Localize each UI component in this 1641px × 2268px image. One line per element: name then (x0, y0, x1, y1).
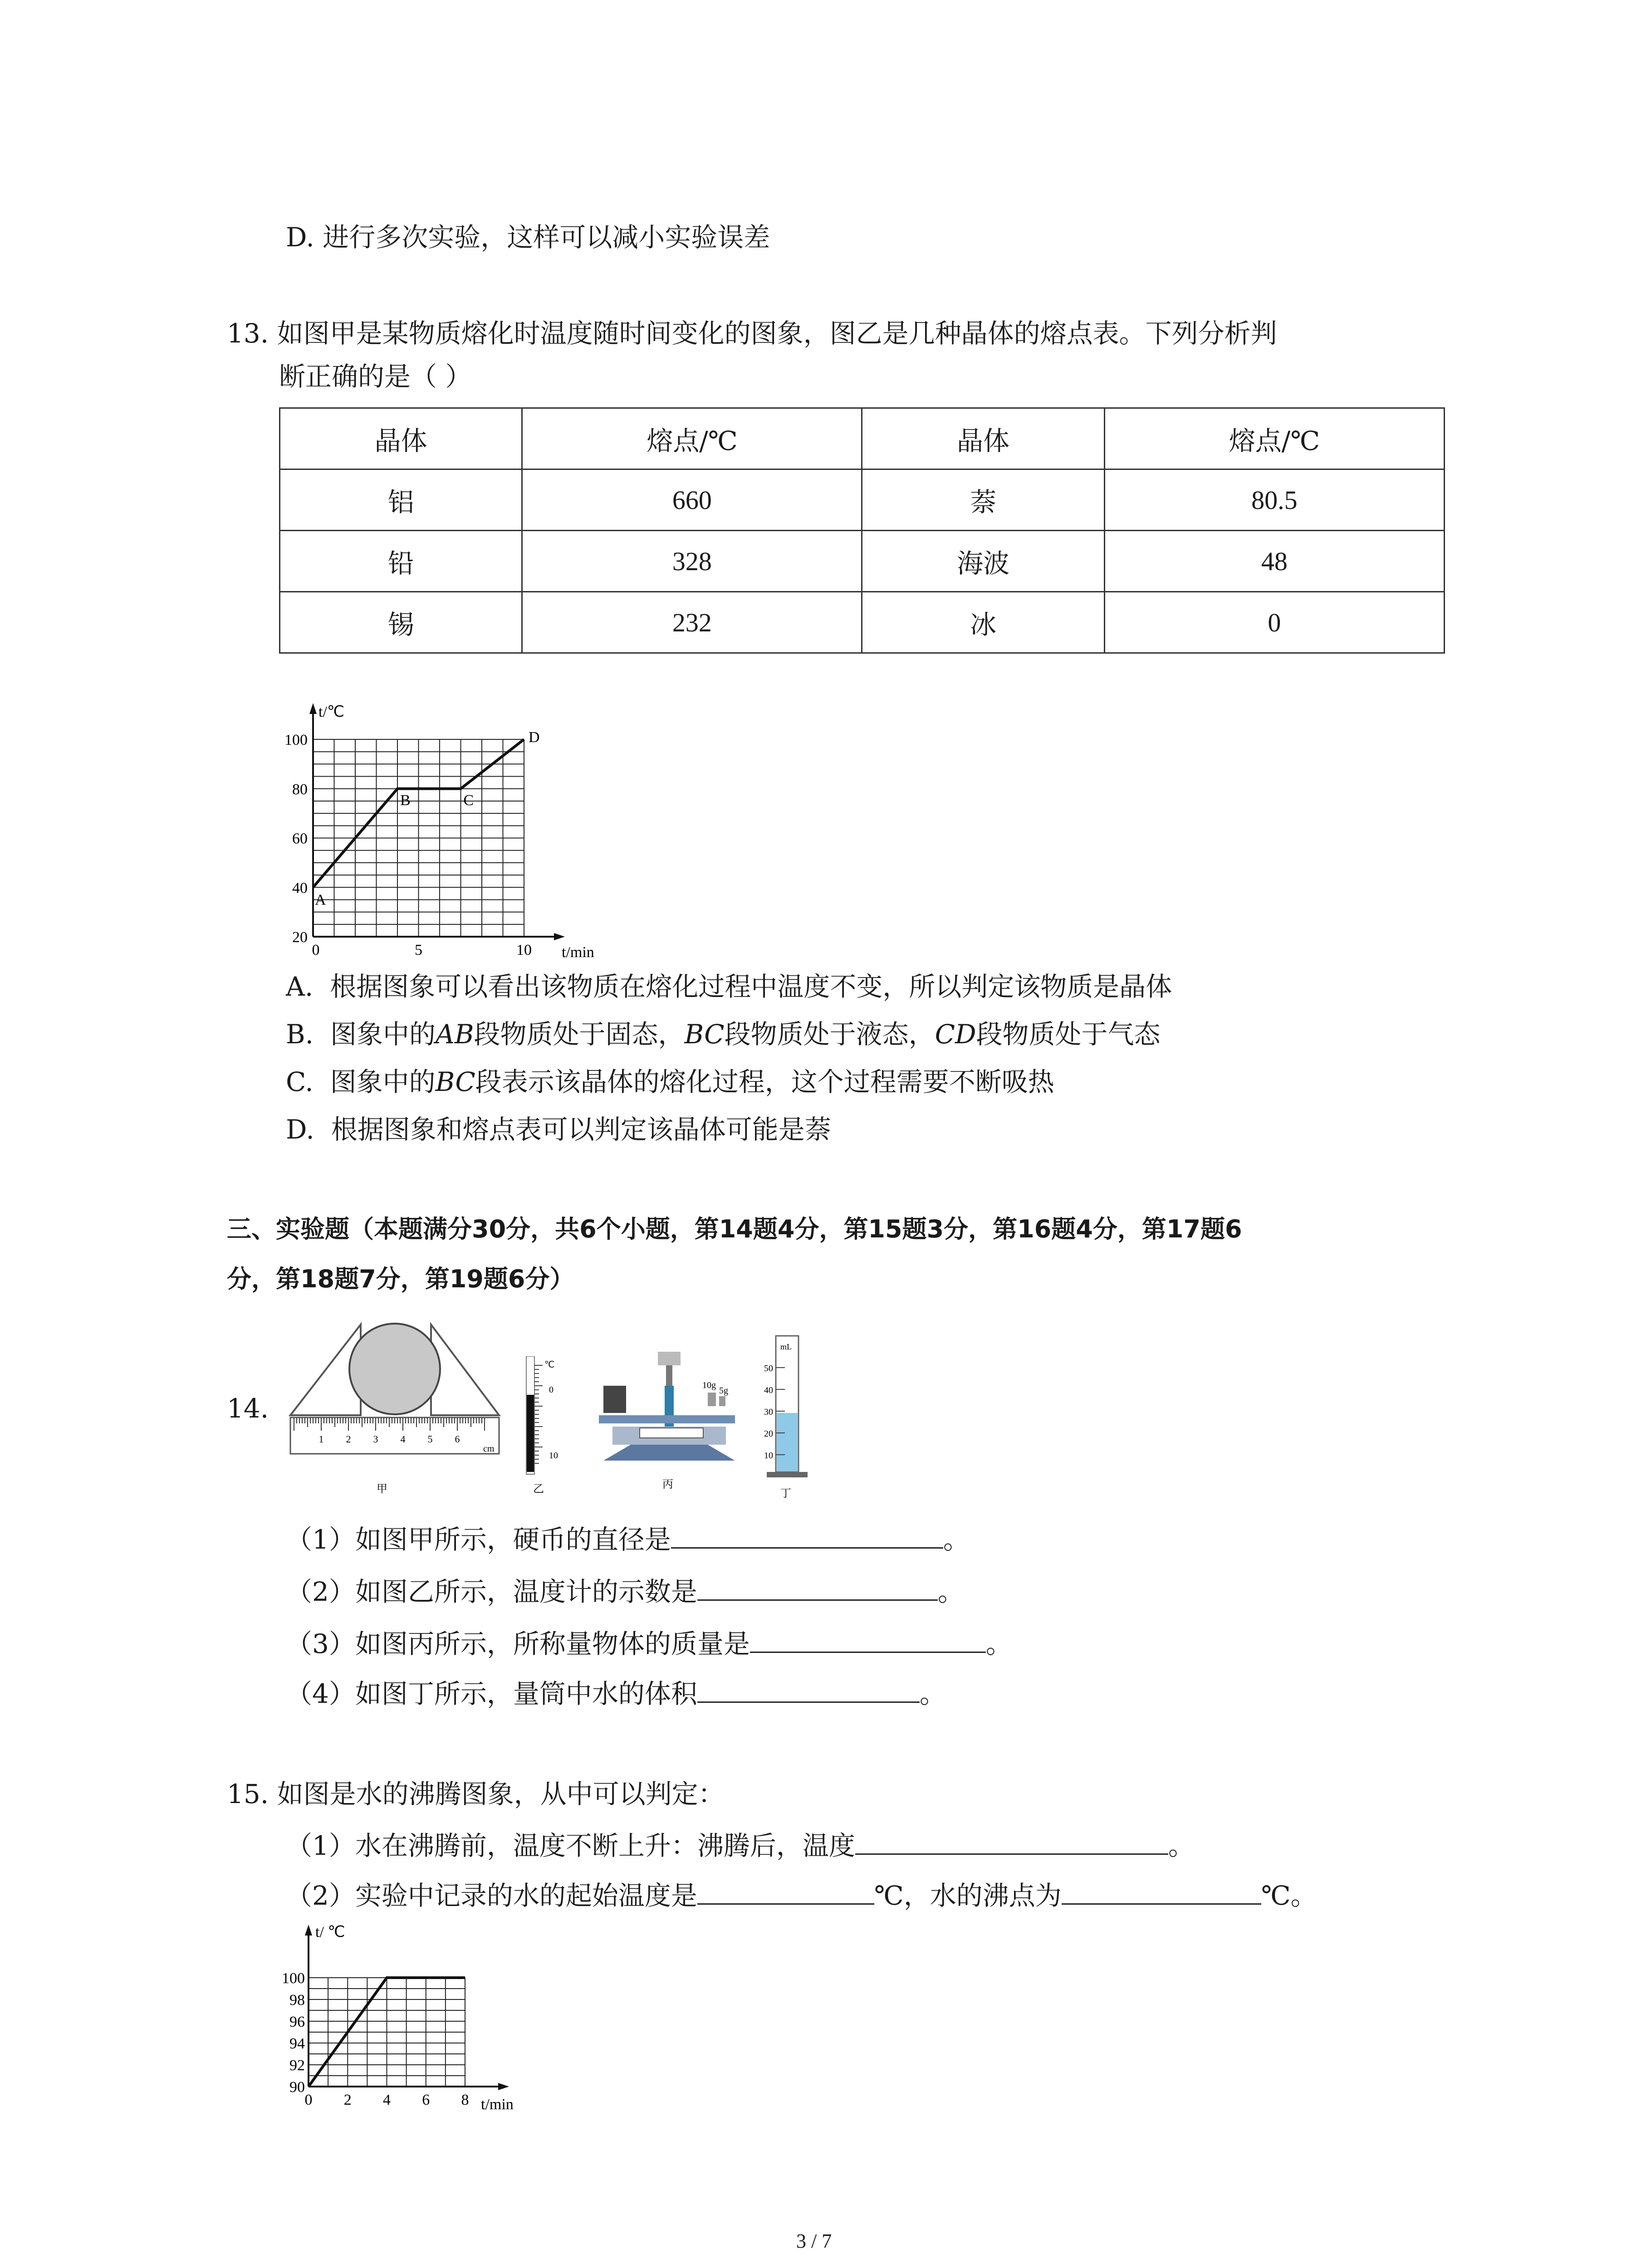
y-tick-label: 60 (292, 830, 308, 847)
answer-blank[interactable] (697, 1676, 920, 1703)
q14-number: 14. (227, 1393, 269, 1424)
table-cell: 48 (1104, 531, 1444, 592)
cylinder-base (767, 1472, 808, 1477)
ruler-tick-label: 5 (427, 1433, 433, 1445)
y-axis-arrow (309, 703, 317, 714)
thermometer-tick-0: 0 (549, 1385, 554, 1395)
melting-graph-xlabel: t/min (562, 944, 594, 961)
item-text: （1）如图甲所示，硬币的直径是 (286, 1524, 671, 1555)
y-tick-label: 92 (289, 2057, 305, 2074)
melting-graph-xticks (312, 942, 532, 958)
ruler-tick-label: 4 (400, 1433, 406, 1445)
coin-ruler-figure (286, 1315, 504, 1506)
coin (349, 1324, 440, 1414)
fig-label-ding: 丁 (780, 1488, 791, 1500)
item-text: （2）实验中记录的水的起始温度是 (286, 1880, 697, 1911)
fig-label-jia: 甲 (377, 1483, 387, 1495)
x-axis-arrow (498, 2083, 509, 2090)
cylinder-tick-label: 20 (764, 1429, 773, 1439)
table-cell: 0 (1104, 592, 1444, 653)
table-cell: 80.5 (1104, 469, 1444, 531)
x-tick-label: 0 (304, 2092, 313, 2108)
item-text: （4）如图丁所示，量筒中水的体积 (286, 1678, 697, 1709)
y-tick-label: 100 (282, 1970, 305, 1987)
table-cell: 锡 (280, 592, 522, 653)
y-tick-label: 40 (292, 880, 308, 897)
y-tick-label: 96 (289, 2014, 305, 2030)
point-label: C (463, 792, 474, 809)
ruler-tick-label: 2 (346, 1433, 351, 1445)
melting-graph-yticks (284, 732, 308, 946)
x-tick-label: 10 (516, 942, 532, 958)
y-tick-label: 94 (289, 2035, 305, 2052)
table-cell: 冰 (862, 592, 1104, 653)
cylinder-tick-label: 10 (764, 1451, 773, 1461)
thermometer-figure (513, 1356, 581, 1506)
segment-label: BC (684, 1019, 725, 1050)
table-header-row (280, 408, 1445, 469)
balance-beam (599, 1415, 735, 1423)
table-cell: 232 (522, 592, 862, 653)
segment-label: CD (935, 1019, 976, 1050)
cylinder-tick-label: 50 (764, 1364, 773, 1374)
boiling-graph-grid (309, 1978, 465, 2087)
thermometer-ticks (534, 1365, 543, 1463)
point-label: A (315, 891, 326, 909)
point-label: B (400, 792, 411, 809)
melting-curve-point-labels (315, 729, 540, 908)
table-row (280, 592, 1445, 653)
melting-point-table (279, 407, 1445, 654)
thermometer-liquid (527, 1395, 534, 1472)
weight-10g (708, 1393, 716, 1406)
cylinder-unit: mL (780, 1342, 792, 1351)
x-tick-label: 8 (461, 2092, 469, 2108)
melting-graph-grid (313, 739, 524, 937)
cylinder-water (777, 1413, 798, 1471)
x-tick-label: 6 (422, 2092, 430, 2108)
option-letter: D. (286, 1114, 314, 1145)
option-text: 根据图象和熔点表可以判定该晶体可能是萘 (331, 1114, 831, 1145)
cylinder-tick-label: 30 (764, 1407, 773, 1417)
section-heading-line2: 分，第18题7分，第19题6分） (227, 1265, 574, 1293)
option-text: 图象中的 (330, 1019, 436, 1050)
answer-blank[interactable] (697, 1574, 938, 1601)
ruler-tick-label: 3 (373, 1433, 378, 1445)
q14-item-3 (286, 1626, 1012, 1660)
item-text: （2）如图乙所示，温度计的示数是 (286, 1576, 697, 1607)
y-tick-label: 80 (292, 781, 308, 798)
answer-blank[interactable] (671, 1522, 943, 1549)
cylinder-tick-label: 40 (764, 1385, 773, 1395)
q13-option-b (286, 1018, 1160, 1050)
table-cell: 海波 (862, 531, 1104, 592)
table-header: 晶体 (280, 408, 522, 469)
option-text: 根据图象可以看出该物质在熔化过程中温度不变，所以判定该物质是晶体 (330, 971, 1172, 1002)
section-heading: 三、实验题（本题满分30分，共6个小题，第14题4分，第15题3分，第16题4分，第17题6 (227, 1215, 1242, 1243)
item-text: （3）如图丙所示，所称量物体的质量是 (286, 1628, 750, 1659)
y-tick-label: 100 (284, 732, 308, 748)
q13-option-a (286, 971, 1172, 1002)
x-tick-label: 2 (343, 2092, 352, 2108)
answer-blank[interactable] (750, 1626, 986, 1653)
thermometer-unit: ℃ (544, 1360, 555, 1370)
item-end: 。 (919, 1678, 946, 1709)
weight-label-5g: 5g (719, 1386, 728, 1396)
table-cell: 660 (522, 469, 862, 531)
melting-graph-ylabel: t/℃ (318, 704, 345, 720)
cylinder-figure (753, 1331, 817, 1508)
x-tick-label: 5 (415, 942, 422, 958)
item-mid: ℃，水的沸点为 (874, 1880, 1062, 1911)
y-tick-label: 20 (292, 929, 308, 946)
q14-item-2 (286, 1574, 964, 1608)
balance-top (658, 1352, 681, 1365)
item-end: 。 (985, 1628, 1012, 1659)
boiling-graph-xlabel: t/min (481, 2096, 514, 2113)
q13-option-c (286, 1066, 1054, 1098)
table-row (280, 469, 1445, 531)
answer-blank[interactable] (855, 1828, 1168, 1855)
segment-label: BC (435, 1066, 475, 1097)
option-text: 段物质处于固态， (474, 1019, 685, 1050)
fig-label-bing: 丙 (662, 1479, 673, 1491)
item-end: 。 (937, 1576, 964, 1607)
right-triangle (431, 1325, 499, 1415)
point-label: D (529, 729, 540, 746)
x-tick-label: 4 (383, 2092, 391, 2108)
y-tick-label: 98 (289, 1992, 305, 2009)
melting-graph (268, 699, 612, 971)
beam-scale (640, 1428, 703, 1438)
q15-item-1 (286, 1828, 1195, 1862)
option-text: 段物质处于气态 (976, 1019, 1161, 1050)
q13-option-d (286, 1114, 831, 1145)
object-on-pan (603, 1386, 626, 1413)
answer-blank[interactable] (697, 1878, 874, 1905)
table-header: 熔点/℃ (522, 408, 862, 469)
boiling-graph-xticks (305, 2092, 469, 2108)
y-tick-label: 90 (289, 2079, 305, 2096)
ruler-tick-label: 6 (455, 1433, 460, 1445)
table-cell: 铅 (280, 531, 522, 592)
segment-label: AB (435, 1019, 474, 1050)
q14-item-4 (286, 1676, 946, 1710)
thermometer-tick-10: 10 (549, 1451, 558, 1461)
q15-item-2 (286, 1878, 1317, 1911)
weight-5g (719, 1396, 725, 1406)
balance-base (603, 1445, 735, 1461)
table-row (280, 531, 1445, 592)
q15-stem: 15. 如图是水的沸腾图象，从中可以判定： (227, 1779, 725, 1809)
boiling-graph-ylabel: t/ ℃ (315, 1924, 345, 1941)
option-letter: A. (286, 971, 314, 1002)
table-header: 晶体 (862, 408, 1104, 469)
item-text: （1）水在沸腾前，温度不断上升：沸腾后，温度 (286, 1830, 855, 1861)
page-number: 3 / 7 (796, 2230, 832, 2252)
y-axis-arrow (305, 1925, 312, 1936)
ruler-tick-label: 1 (318, 1433, 324, 1445)
q12-option-d: D. 进行多次实验，这样可以减小实验误差 (286, 222, 770, 253)
table-cell: 铝 (280, 469, 522, 531)
table-cell: 328 (522, 531, 862, 592)
x-tick-label: 0 (312, 942, 320, 958)
item-end: ℃。 (1261, 1880, 1317, 1911)
boiling-graph-yticks (282, 1970, 305, 2096)
ruler-unit: cm (483, 1444, 495, 1454)
answer-blank[interactable] (1062, 1878, 1261, 1905)
table-cell: 萘 (862, 469, 1104, 531)
option-text: 段物质处于液态， (724, 1019, 935, 1050)
item-end: 。 (1168, 1830, 1195, 1861)
q13-stem-line1: 13. 如图甲是某物质熔化时温度随时间变化的图象，图乙是几种晶体的熔点表。下列分析判 (227, 318, 1277, 349)
option-letter: C. (286, 1066, 314, 1097)
option-letter: B. (286, 1019, 314, 1050)
boiling-graph (254, 1916, 544, 2125)
item-end: 。 (943, 1524, 970, 1555)
q13-stem-line2: 断正确的是（ ） (279, 361, 472, 392)
fig-label-yi: 乙 (533, 1483, 544, 1495)
balance-figure (594, 1343, 749, 1506)
q14-item-1 (286, 1522, 970, 1555)
table-header: 熔点/℃ (1104, 408, 1444, 469)
option-text: 图象中的 (330, 1066, 436, 1097)
weight-label-10g: 10g (702, 1380, 716, 1390)
x-axis-arrow (554, 933, 565, 940)
option-text: 段表示该晶体的熔化过程，这个过程需要不断吸热 (475, 1066, 1054, 1097)
